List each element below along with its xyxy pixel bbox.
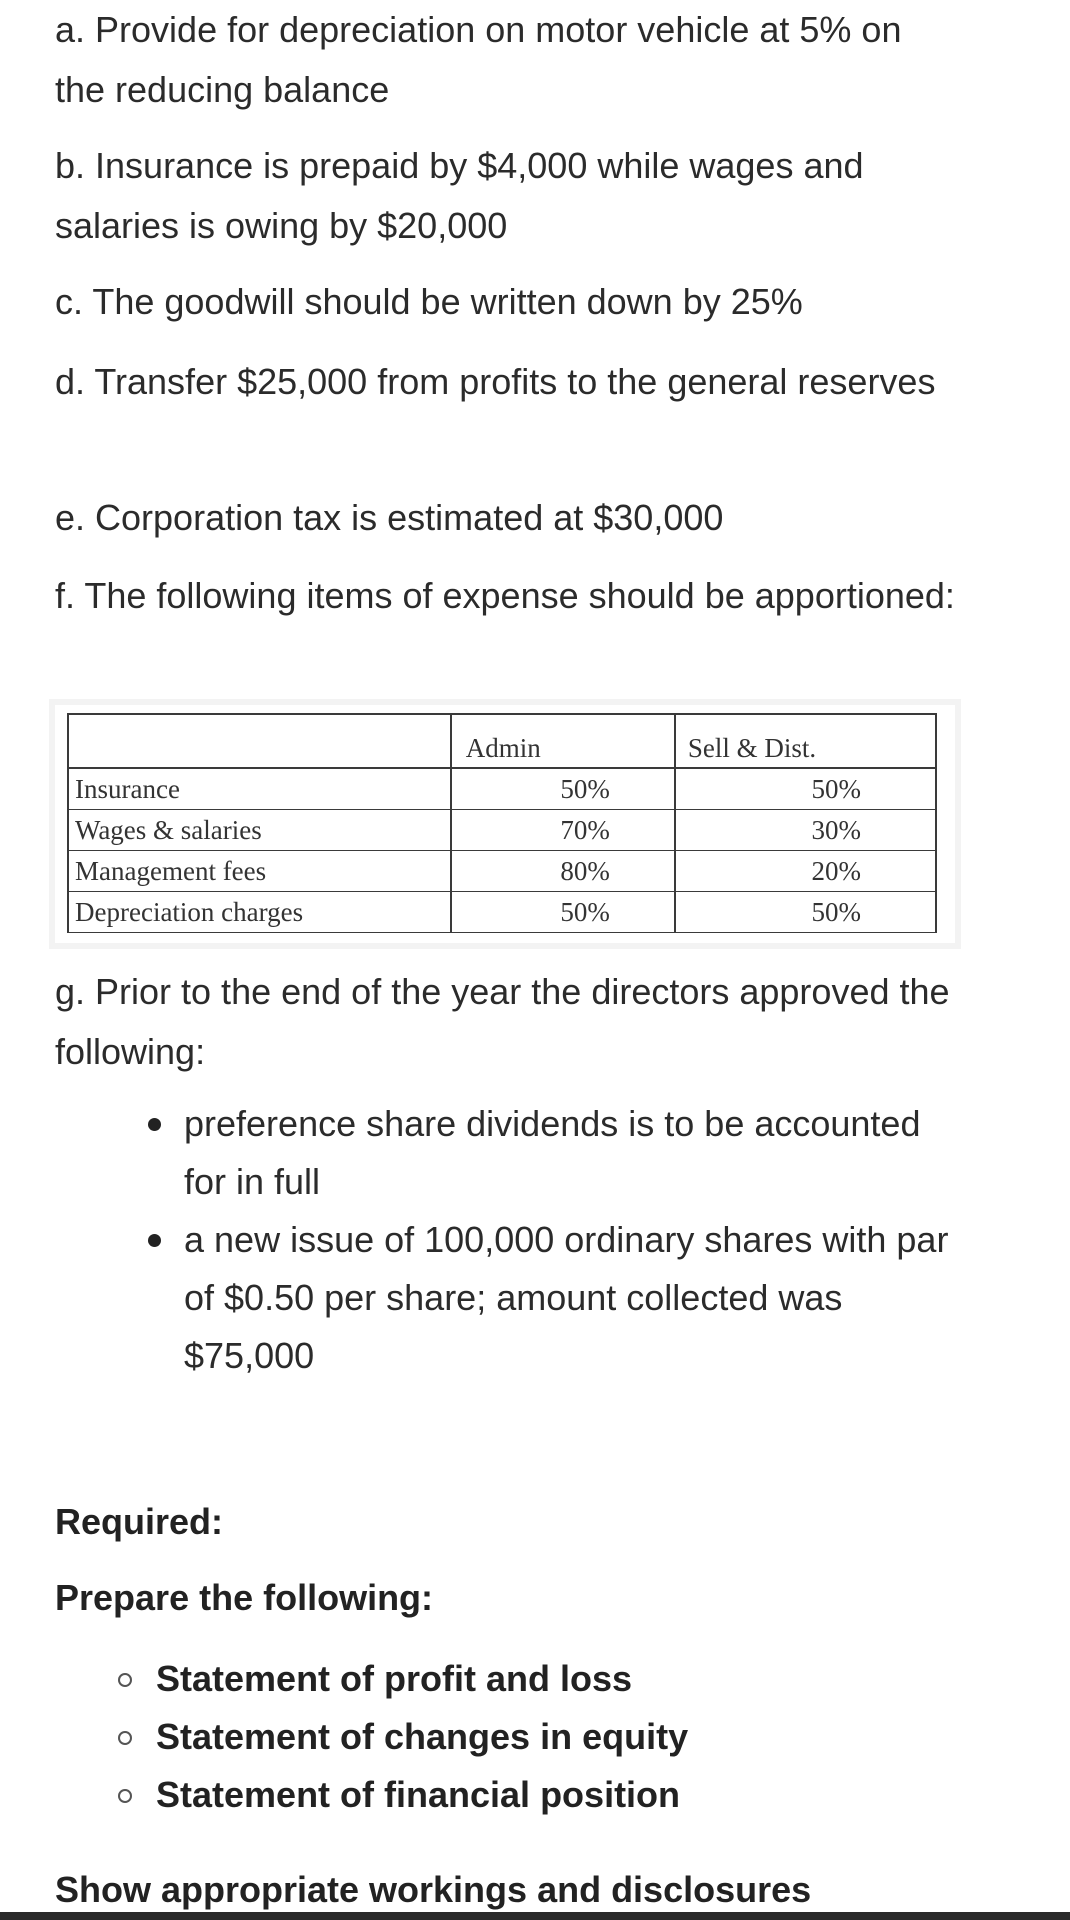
bullet-dot-icon [148, 1118, 161, 1131]
list-item [140, 1211, 960, 1385]
row-sell-pct: 20% [675, 851, 936, 892]
table-row [68, 892, 936, 933]
instruction-e: e. Corporation tax is estimated at $30,000 [55, 497, 724, 538]
instruction-b: b. Insurance is prepaid by $4,000 while wages and salaries is owing by $20,000 [55, 145, 864, 246]
row-sell-pct: 50% [675, 768, 936, 810]
row-label: Management fees [68, 851, 451, 892]
instruction-a: a. Provide for depreciation on motor vehicle at 5% on the reducing balance [55, 9, 902, 110]
circle-bullet-icon [118, 1673, 132, 1687]
list-item [118, 1766, 688, 1824]
statements-list [118, 1650, 688, 1824]
row-label: Insurance [68, 768, 451, 810]
apportionment-table-image [55, 705, 955, 943]
table-header-blank [68, 714, 451, 768]
approval-text: a new issue of 100,000 ordinary shares with par of $0.50 per share; amount collected was $75,000 [184, 1219, 949, 1376]
required-heading: Required: [55, 1501, 224, 1542]
circle-bullet-icon [118, 1731, 132, 1745]
statement-text: Statement of changes in equity [156, 1716, 689, 1757]
bottom-divider [0, 1912, 1070, 1920]
statement-text: Statement of profit and loss [156, 1658, 633, 1699]
list-item [140, 1095, 960, 1211]
row-admin-pct: 50% [451, 892, 675, 933]
instruction-g: g. Prior to the end of the year the directors approved the following: [55, 971, 950, 1072]
row-admin-pct: 50% [451, 768, 675, 810]
table-row [68, 810, 936, 851]
approvals-list [140, 1095, 960, 1385]
table-header-admin: Admin [451, 714, 675, 768]
bullet-dot-icon [148, 1234, 161, 1247]
instruction-c: c. The goodwill should be written down by 25% [55, 281, 803, 322]
row-admin-pct: 80% [451, 851, 675, 892]
row-label: Wages & salaries [68, 810, 451, 851]
instruction-f: f. The following items of expense should be apportioned: [55, 575, 955, 616]
row-admin-pct: 70% [451, 810, 675, 851]
prepare-heading: Prepare the following: [55, 1577, 434, 1618]
approval-text: preference share dividends is to be accounted for in full [184, 1103, 921, 1202]
apportionment-table [67, 713, 937, 933]
list-item [118, 1708, 688, 1766]
statement-text: Statement of financial position [156, 1774, 681, 1815]
list-item [118, 1650, 688, 1708]
row-sell-pct: 50% [675, 892, 936, 933]
circle-bullet-icon [118, 1789, 132, 1803]
table-header-sell-dist: Sell & Dist. [675, 714, 936, 768]
row-label: Depreciation charges [68, 892, 451, 933]
table-row [68, 768, 936, 810]
table-header-row [68, 714, 936, 768]
workings-note: Show appropriate workings and disclosures [55, 1869, 812, 1910]
instruction-d: d. Transfer $25,000 from profits to the general reserves [55, 361, 936, 402]
table-row [68, 851, 936, 892]
row-sell-pct: 30% [675, 810, 936, 851]
